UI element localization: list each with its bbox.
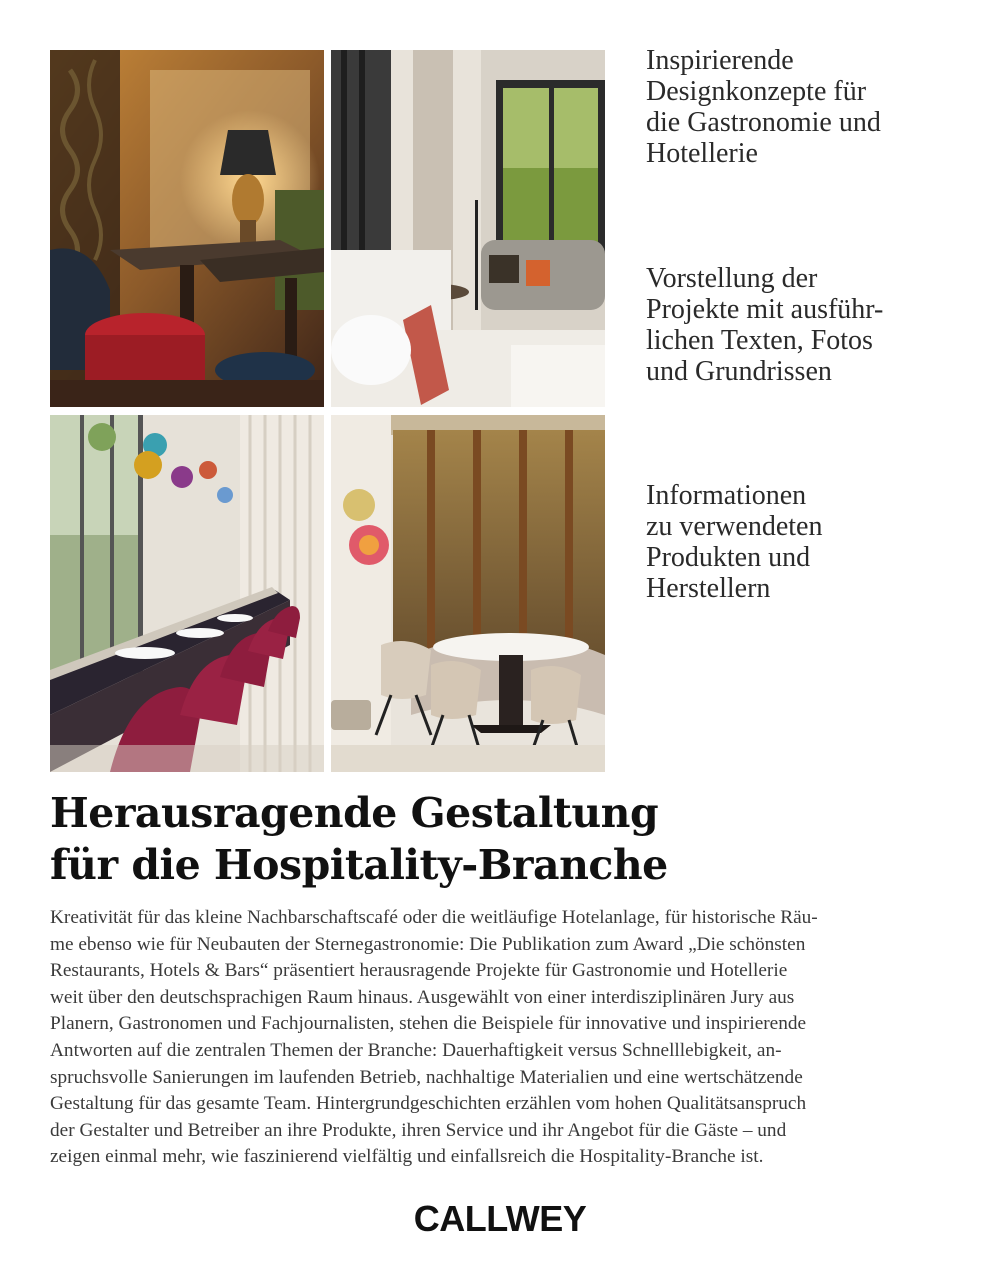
feature-design-concepts: Inspirierende Designkonzepte für die Gastronomie und Hotellerie (646, 45, 881, 169)
photo-restaurant-interior (50, 50, 324, 407)
photo-hotel-room (331, 50, 605, 407)
body-text (50, 905, 950, 1171)
photo-bar-counter (50, 415, 324, 772)
body-line: zeigen einmal mehr, wie faszinierend vielfältig und einfallsreich die Hospitality-Branche ist. (50, 1146, 764, 1168)
body-line: Planern, Gastronomen und Fachjournalisten, stehen die Beispiele für innovative und inspirierende (50, 1013, 807, 1035)
feature-project-presentation: Vorstellung der Projekte mit ausführ- lichen Texten, Fotos und Grundrissen (646, 263, 884, 387)
publisher-logo: CALLWEY (413, 1198, 587, 1239)
feature-product-information: Informationen zu verwendeten Produkten und Herstellern (646, 480, 823, 604)
headline-line-1: Herausragende Gestaltung (50, 789, 659, 837)
body-line: Antworten auf die zentralen Themen der Branche: Dauerhaftigkeit versus Schnelllebigkeit, an- (50, 1039, 782, 1061)
body-line: spruchsvolle Sanierungen im laufenden Betrieb, nachhaltige Materialien und eine wertschätzende (50, 1066, 803, 1088)
body-line: Gestaltung für das gesamte Team. Hintergrundgeschichten erzählen vom hohen Qualitätsanspruch (50, 1093, 807, 1115)
body-line: der Gestalter und Betreiber an ihre Produkte, ihren Service und ihr Angebot für die Gäste – und (50, 1119, 787, 1141)
headline-line-2: für die Hospitality-Branche (50, 841, 668, 889)
body-line: Restaurants, Hotels & Bars“ präsentiert herausragende Projekte für Gastronomie und Hotellerie (50, 960, 788, 982)
headline (50, 787, 950, 891)
photo-dining-room (331, 415, 605, 772)
body-line: me ebenso wie für Neubauten der Sternegastronomie: Die Publikation zum Award „Die schönsten (50, 933, 806, 955)
body-line: weit über den deutschsprachigen Raum hinaus. Ausgewählt von einer interdisziplinären Jury aus (50, 986, 795, 1008)
body-line: Kreativität für das kleine Nachbarschaftscafé oder die weitläufige Hotelanlage, für historische Räu- (50, 907, 818, 928)
